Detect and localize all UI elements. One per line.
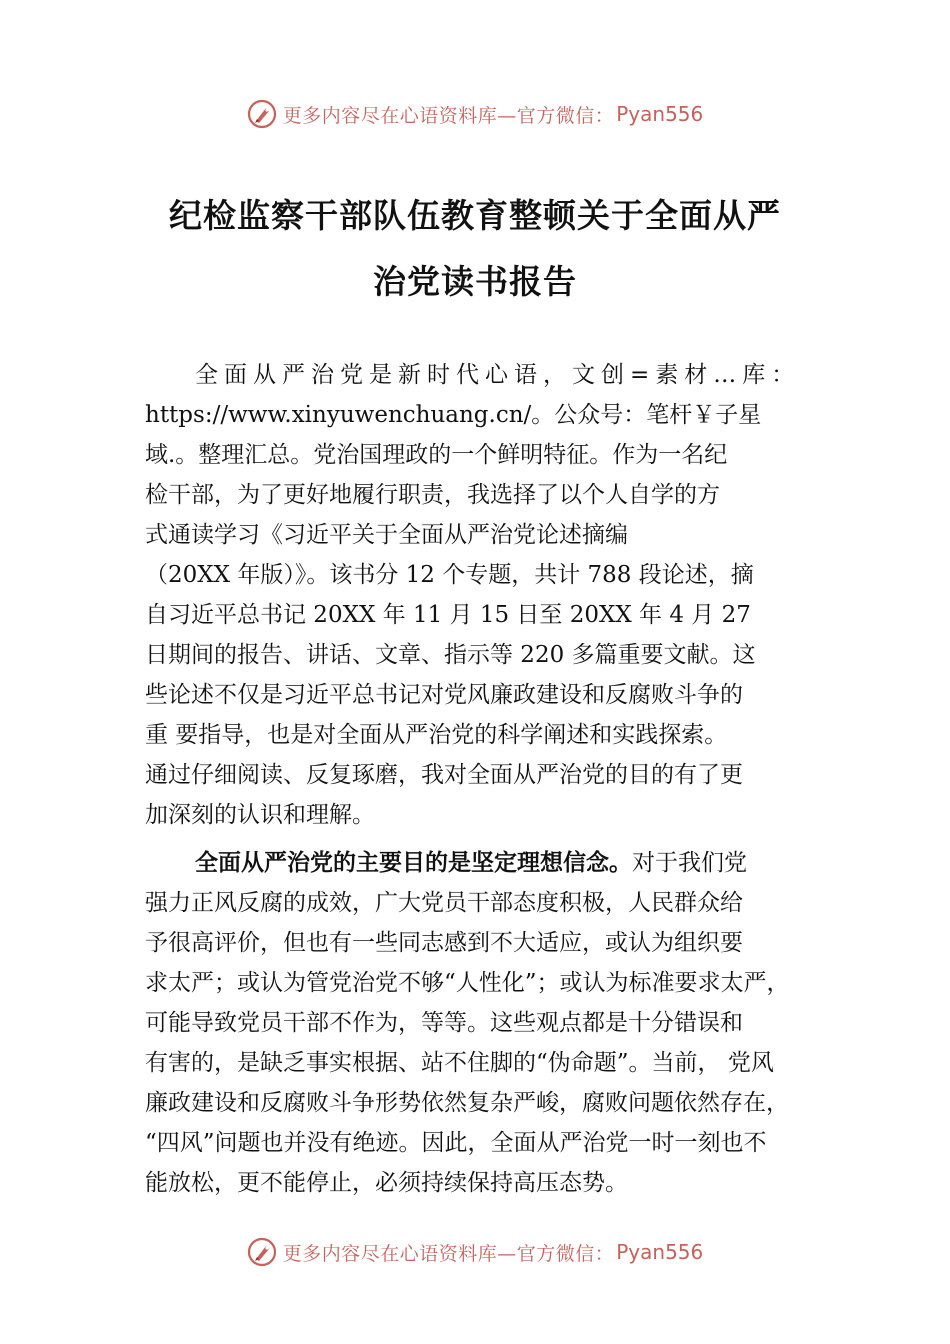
paragraph-line: 能放松，更不能停止，必须持续保持高压态势。 <box>145 1170 628 1196</box>
paragraph-lead-line <box>145 843 815 883</box>
paragraph-line: 通过仔细阅读、反复琢磨，我对全面从严治党的目的有了更 <box>145 762 743 788</box>
paragraph-line: 可能导致党员干部不作为，等等。这些观点都是十分错误和 <box>145 1010 743 1036</box>
pen-nib-logo-icon <box>247 99 277 129</box>
paragraph-line: （20XX 年版）》。该书分 12 个专题，共计 788 段论述，摘 <box>145 562 754 588</box>
paragraph-1 <box>145 355 815 835</box>
document-title-line-1: 纪检监察干部队伍教育整顿关于全面从严 <box>169 196 781 235</box>
paragraph-line: 加深刻的认识和理解。 <box>145 802 375 828</box>
paragraph-line: 自习近平总书记 20XX 年 11 月 15 日至 20XX 年 4 月 27 <box>145 602 751 628</box>
banner-wechat-id: Pyan556 <box>616 1240 704 1264</box>
paragraph-line: 强力正风反腐的成效，广大党员干部态度积极，人民群众给 <box>145 890 743 916</box>
paragraph-line: 全面从严治党是新时代心语，文创=素材…库： <box>195 362 801 388</box>
paragraph-line: 日期间的报告、讲话、文章、指示等 220 多篇重要文献。这 <box>145 642 756 668</box>
paragraph-line: 予很高评价，但也有一些同志感到不大适应，或认为组织要 <box>145 930 743 956</box>
document-title-line-2: 治党读书报告 <box>373 262 577 301</box>
footer-watermark-banner <box>0 1234 950 1270</box>
paragraph-lead-heading: 全面从严治党的主要目的是坚定理想信念。 <box>195 850 632 876</box>
paragraph-line: https://www.xinyuwenchuang.cn/。公众号：笔杆￥子星 <box>145 402 762 428</box>
paragraph-line: 式通读学习《习近平关于全面从严治党论述摘编 <box>145 522 628 548</box>
paragraph-line: 些论述不仅是习近平总书记对党风廉政建设和反腐败斗争的 <box>145 682 743 708</box>
paragraph-2 <box>145 843 815 1203</box>
banner-text: 更多内容尽在心语资料库—官方微信： <box>282 104 615 127</box>
paragraph-lead-rest: 对于我们党 <box>632 850 747 876</box>
banner-text: 更多内容尽在心语资料库—官方微信： <box>282 1242 615 1265</box>
paragraph-line: 廉政建设和反腐败斗争形势依然复杂严峻，腐败问题依然存在， <box>145 1090 789 1116</box>
paragraph-line: 检干部，为了更好地履行职责，我选择了以个人自学的方 <box>145 482 720 508</box>
pen-nib-logo-icon <box>247 1237 277 1267</box>
paragraph-line: 求太严；或认为管党治党不够“人性化”；或认为标准要求太严， <box>145 970 790 996</box>
paragraph-line: 重 要指导，也是对全面从严治党的科学阐述和实践探索。 <box>145 722 728 748</box>
paragraph-line: 域.。整理汇总。党治国理政的一个鲜明特征。作为一名纪 <box>145 442 728 468</box>
banner-wechat-id: Pyan556 <box>616 102 704 126</box>
header-watermark-banner <box>0 96 950 132</box>
paragraph-line: “四风”问题也并没有绝迹。因此，全面从严治党一时一刻也不 <box>145 1130 767 1156</box>
paragraph-line: 有害的，是缺乏事实根据、站不住脚的“伪命题”。当前， 党风 <box>145 1050 774 1076</box>
